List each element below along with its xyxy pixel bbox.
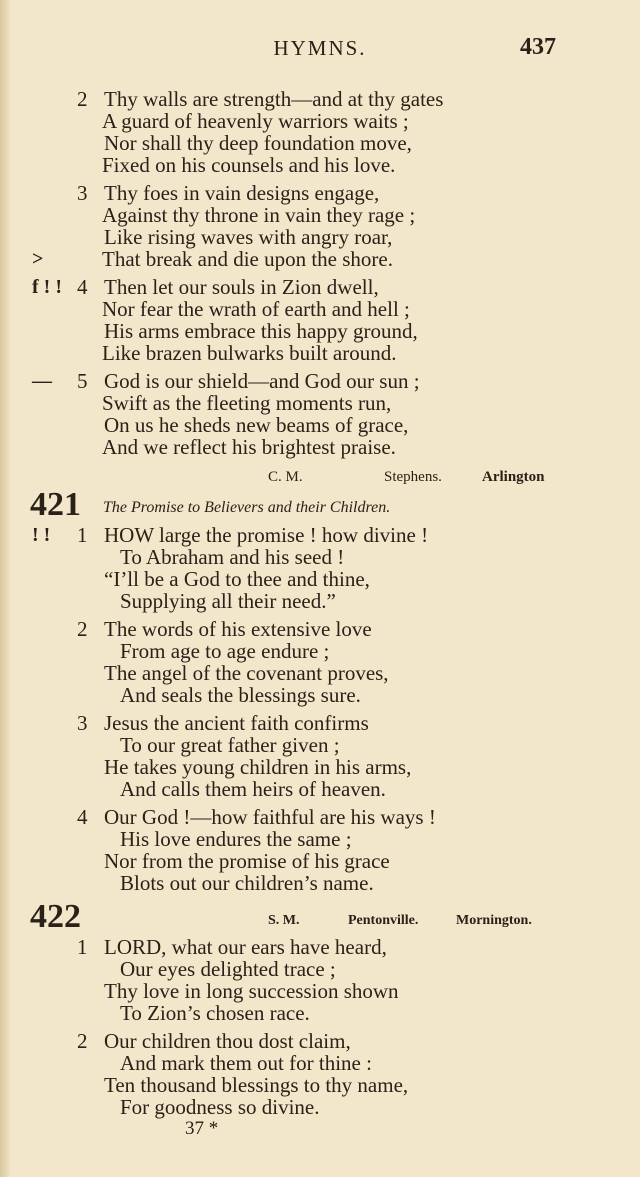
verse-line bbox=[0, 640, 640, 662]
verse-text: LORD, what our ears have heard, bbox=[104, 935, 387, 959]
verse-line bbox=[0, 756, 640, 778]
hymn-422-heading bbox=[0, 900, 640, 936]
verse-line bbox=[0, 806, 640, 828]
verse-line bbox=[0, 414, 640, 436]
hymn-420-continued bbox=[0, 88, 640, 458]
hymn-421-meta bbox=[0, 464, 640, 488]
stanza bbox=[0, 936, 640, 1024]
verse-text: Against thy throne in vain they rage ; bbox=[102, 203, 416, 227]
verse-line bbox=[0, 778, 640, 800]
verse-line bbox=[0, 370, 640, 392]
verse-text: For goodness so divine. bbox=[120, 1095, 320, 1119]
verse-text: Jesus the ancient faith confirms bbox=[104, 711, 369, 735]
stanza bbox=[0, 182, 640, 270]
stanza-number: 2 bbox=[77, 1029, 88, 1053]
verse-text: Fixed on his counsels and his love. bbox=[102, 153, 396, 177]
verse-line bbox=[0, 248, 640, 270]
meter: S. M. bbox=[268, 913, 300, 928]
verse-line bbox=[0, 226, 640, 248]
page-content bbox=[0, 88, 640, 1124]
stanza-number: 3 bbox=[77, 711, 88, 735]
dynamics-mark: ! ! bbox=[32, 524, 51, 546]
verse-text: The angel of the covenant proves, bbox=[104, 661, 389, 685]
verse-text: Swift as the fleeting moments run, bbox=[102, 391, 392, 415]
verse-line bbox=[0, 276, 640, 298]
verse-text: Ten thousand blessings to thy name, bbox=[104, 1073, 409, 1097]
verse-text: That break and die upon the shore. bbox=[102, 247, 393, 271]
verse-line bbox=[0, 392, 640, 414]
verse-line bbox=[0, 1074, 640, 1096]
verse-line bbox=[0, 320, 640, 342]
verse-text: On us he sheds new beams of grace, bbox=[104, 413, 409, 437]
stanza bbox=[0, 276, 640, 364]
tune-name: Stephens. bbox=[384, 469, 442, 485]
verse-text: Thy love in long succession shown bbox=[104, 979, 399, 1003]
verse-line bbox=[0, 568, 640, 590]
verse-line bbox=[0, 936, 640, 958]
hymn-number: 421 bbox=[30, 486, 81, 523]
verse-text: Nor shall thy deep foundation move, bbox=[104, 131, 412, 155]
verse-text: The words of his extensive love bbox=[104, 617, 372, 641]
verse-text: Supplying all their need.” bbox=[120, 589, 336, 613]
verse-text: His love endures the same ; bbox=[120, 827, 352, 851]
stanza-number: 4 bbox=[77, 275, 88, 299]
verse-line bbox=[0, 590, 640, 612]
verse-line bbox=[0, 734, 640, 756]
verse-text: Nor from the promise of his grace bbox=[104, 849, 390, 873]
verse-line bbox=[0, 684, 640, 706]
verse-text: Thy walls are strength—and at thy gates bbox=[104, 87, 444, 111]
stanza bbox=[0, 370, 640, 458]
verse-text: God is our shield—and God our sun ; bbox=[104, 369, 420, 393]
verse-text: Our children thou dost claim, bbox=[104, 1029, 351, 1053]
stanza bbox=[0, 524, 640, 612]
dynamics-mark: f ! ! bbox=[32, 276, 62, 298]
meter: C. M. bbox=[268, 469, 303, 485]
hymn-number: 422 bbox=[30, 898, 81, 935]
hymn-421-heading bbox=[0, 488, 640, 524]
verse-text: And calls them heirs of heaven. bbox=[120, 777, 386, 801]
verse-line bbox=[0, 110, 640, 132]
verse-text: Our God !—how faithful are his ways ! bbox=[104, 805, 436, 829]
stanza bbox=[0, 806, 640, 894]
dynamics-mark: — bbox=[32, 370, 52, 392]
verse-text: From age to age endure ; bbox=[120, 639, 330, 663]
verse-text: HOW large the promise ! how divine ! bbox=[104, 523, 429, 547]
verse-text: To our great father given ; bbox=[120, 733, 340, 757]
verse-text: A guard of heavenly warriors waits ; bbox=[102, 109, 409, 133]
verse-line bbox=[0, 154, 640, 176]
dynamics-mark: > bbox=[32, 248, 44, 270]
verse-text: Blots out our children’s name. bbox=[120, 871, 374, 895]
verse-text: He takes young children in his arms, bbox=[104, 755, 412, 779]
verse-text: Then let our souls in Zion dwell, bbox=[104, 275, 379, 299]
verse-text: And seals the blessings sure. bbox=[120, 683, 361, 707]
stanza-number: 1 bbox=[77, 935, 88, 959]
verse-line bbox=[0, 1030, 640, 1052]
page-number: 437 bbox=[520, 34, 556, 60]
stanza-number: 5 bbox=[77, 369, 88, 393]
verse-text: Like brazen bulwarks built around. bbox=[102, 341, 397, 365]
verse-line bbox=[0, 1096, 640, 1118]
stanza-number: 1 bbox=[77, 523, 88, 547]
verse-line bbox=[0, 958, 640, 980]
verse-text: His arms embrace this happy ground, bbox=[104, 319, 418, 343]
verse-line bbox=[0, 828, 640, 850]
verse-line bbox=[0, 618, 640, 640]
stanza bbox=[0, 1030, 640, 1118]
verse-line bbox=[0, 712, 640, 734]
stanza-number: 2 bbox=[77, 87, 88, 111]
hymn-subtitle: The Promise to Believers and their Children. bbox=[103, 499, 391, 516]
verse-line bbox=[0, 980, 640, 1002]
verse-text: Our eyes delighted trace ; bbox=[120, 957, 336, 981]
verse-line bbox=[0, 298, 640, 320]
stanza-number: 3 bbox=[77, 181, 88, 205]
verse-line bbox=[0, 88, 640, 110]
stanza bbox=[0, 88, 640, 176]
verse-line bbox=[0, 524, 640, 546]
verse-text: “I’ll be a God to thee and thine, bbox=[104, 567, 370, 591]
stanza bbox=[0, 618, 640, 706]
stanza-number: 4 bbox=[77, 805, 88, 829]
verse-line bbox=[0, 1002, 640, 1024]
verse-line bbox=[0, 872, 640, 894]
verse-text: Nor fear the wrath of earth and hell ; bbox=[102, 297, 410, 321]
verse-line bbox=[0, 132, 640, 154]
verse-text: And we reflect his brightest praise. bbox=[102, 435, 396, 459]
hymn-421 bbox=[0, 524, 640, 894]
verse-line bbox=[0, 436, 640, 458]
verse-text: Thy foes in vain designs engage, bbox=[104, 181, 380, 205]
stanza bbox=[0, 712, 640, 800]
verse-line bbox=[0, 1052, 640, 1074]
verse-text: To Zion’s chosen race. bbox=[120, 1001, 310, 1025]
verse-text: And mark them out for thine : bbox=[120, 1051, 372, 1075]
stanza-number: 2 bbox=[77, 617, 88, 641]
signature-mark: 37 * bbox=[185, 1118, 219, 1139]
tune-name: Pentonville. bbox=[348, 913, 419, 928]
verse-text: Like rising waves with angry roar, bbox=[104, 225, 393, 249]
hymn-422 bbox=[0, 936, 640, 1118]
verse-line bbox=[0, 182, 640, 204]
verse-text: To Abraham and his seed ! bbox=[120, 545, 345, 569]
running-header: HYMNS. bbox=[273, 36, 367, 60]
tune-name: Arlington bbox=[482, 469, 545, 485]
verse-line bbox=[0, 850, 640, 872]
verse-line bbox=[0, 546, 640, 568]
verse-line bbox=[0, 342, 640, 364]
verse-line bbox=[0, 662, 640, 684]
verse-line bbox=[0, 204, 640, 226]
tune-name: Mornington. bbox=[456, 913, 532, 928]
